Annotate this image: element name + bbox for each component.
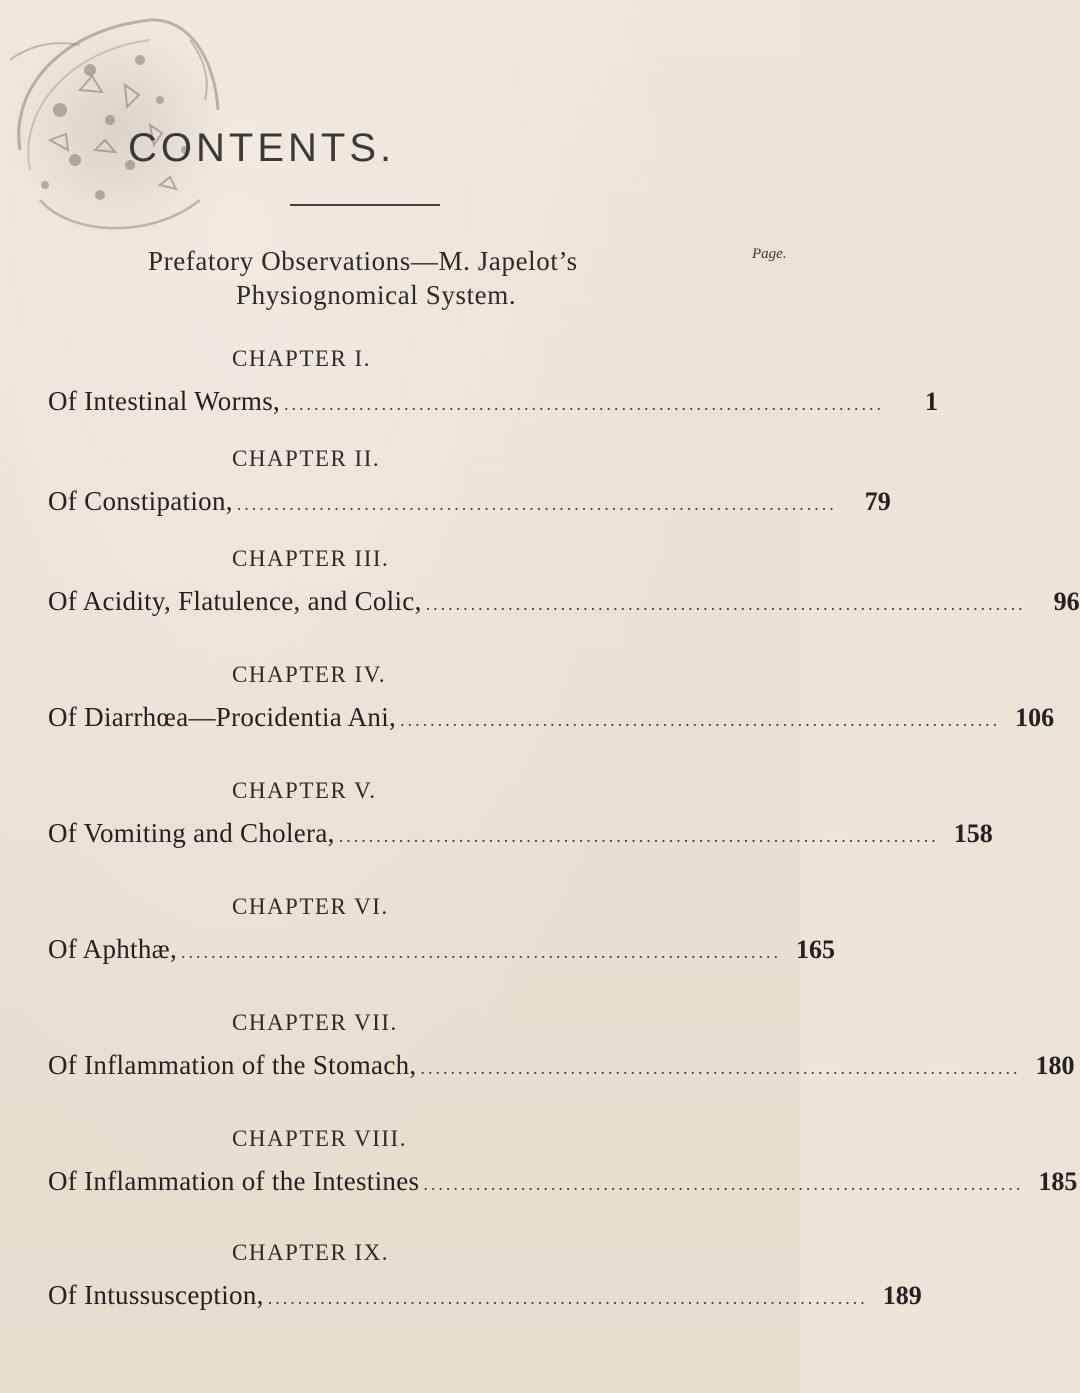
chapter-heading: CHAPTER VI. [232,894,389,919]
toc-entry [48,1050,1075,1086]
toc-entry-page: 185 [1038,1167,1078,1196]
dot-leader: ................................................................................ [267,1288,868,1308]
toc-entry-title: Of Aphthæ, [48,934,178,964]
toc-entry-page: 189 [882,1281,922,1310]
prefatory-line-2: Physiognomical System. [236,280,517,310]
toc-entry-page: 165 [796,935,836,964]
chapter-heading: CHAPTER IX. [232,1240,390,1265]
toc-entry-page: 106 [1015,703,1055,732]
toc-entry-page: 180 [1035,1051,1075,1080]
title-divider [290,204,440,206]
decorative-stamp-icon [0,0,240,240]
chapter-heading: CHAPTER VIII. [232,1126,407,1151]
dot-leader: ................................................................................ [236,494,837,514]
chapter-heading: CHAPTER I. [232,346,371,371]
toc-entry [48,386,939,422]
prefatory-line-1: Prefatory Observations—M. Japelot’s [148,246,578,276]
toc-entry-page: 79 [864,487,891,516]
toc-entry-page: 96 [1053,587,1080,616]
toc-entry-title: Of Constipation, [48,486,233,516]
toc-entry [48,1280,922,1316]
toc-entry-title: Of Diarrhœa—Procidentia Ani, [48,702,397,732]
dot-leader: ................................................................................ [400,710,1001,730]
chapter-heading: CHAPTER IV. [232,662,387,687]
dot-leader: ................................................................................ [425,594,1026,614]
toc-entry [48,818,993,854]
dot-leader: ................................................................................ [420,1058,1021,1078]
dot-leader: ................................................................................ [423,1174,1024,1194]
page-column-label: Page. [752,246,787,262]
toc-entry-title: Of Intestinal Worms, [48,386,281,416]
toc-entry [48,586,1080,622]
chapter-heading: CHAPTER V. [232,778,377,803]
chapter-heading: CHAPTER III. [232,546,390,571]
toc-entry-title: Of Acidity, Flatulence, and Colic, [48,586,422,616]
dot-leader: ................................................................................ [181,942,782,962]
dot-leader: ................................................................................ [284,394,885,414]
page-title: CONTENTS. [128,126,396,170]
toc-entry-title: Of Intussusception, [48,1280,264,1310]
toc-entry-title: Of Inflammation of the Stomach, [48,1050,417,1080]
toc-entry-title: Of Vomiting and Cholera, [48,818,335,848]
chapter-heading: CHAPTER VII. [232,1010,398,1035]
toc-entry [48,486,891,522]
chapter-heading: CHAPTER II. [232,446,381,471]
toc-entry [48,934,836,970]
toc-entry-page: 158 [953,819,993,848]
toc-entry [48,702,1055,738]
toc-entry-page: 1 [925,387,939,416]
dot-leader: ................................................................................ [338,826,939,846]
toc-entry [48,1166,1078,1202]
toc-entry-title: Of Inflammation of the Intestines [48,1166,420,1196]
